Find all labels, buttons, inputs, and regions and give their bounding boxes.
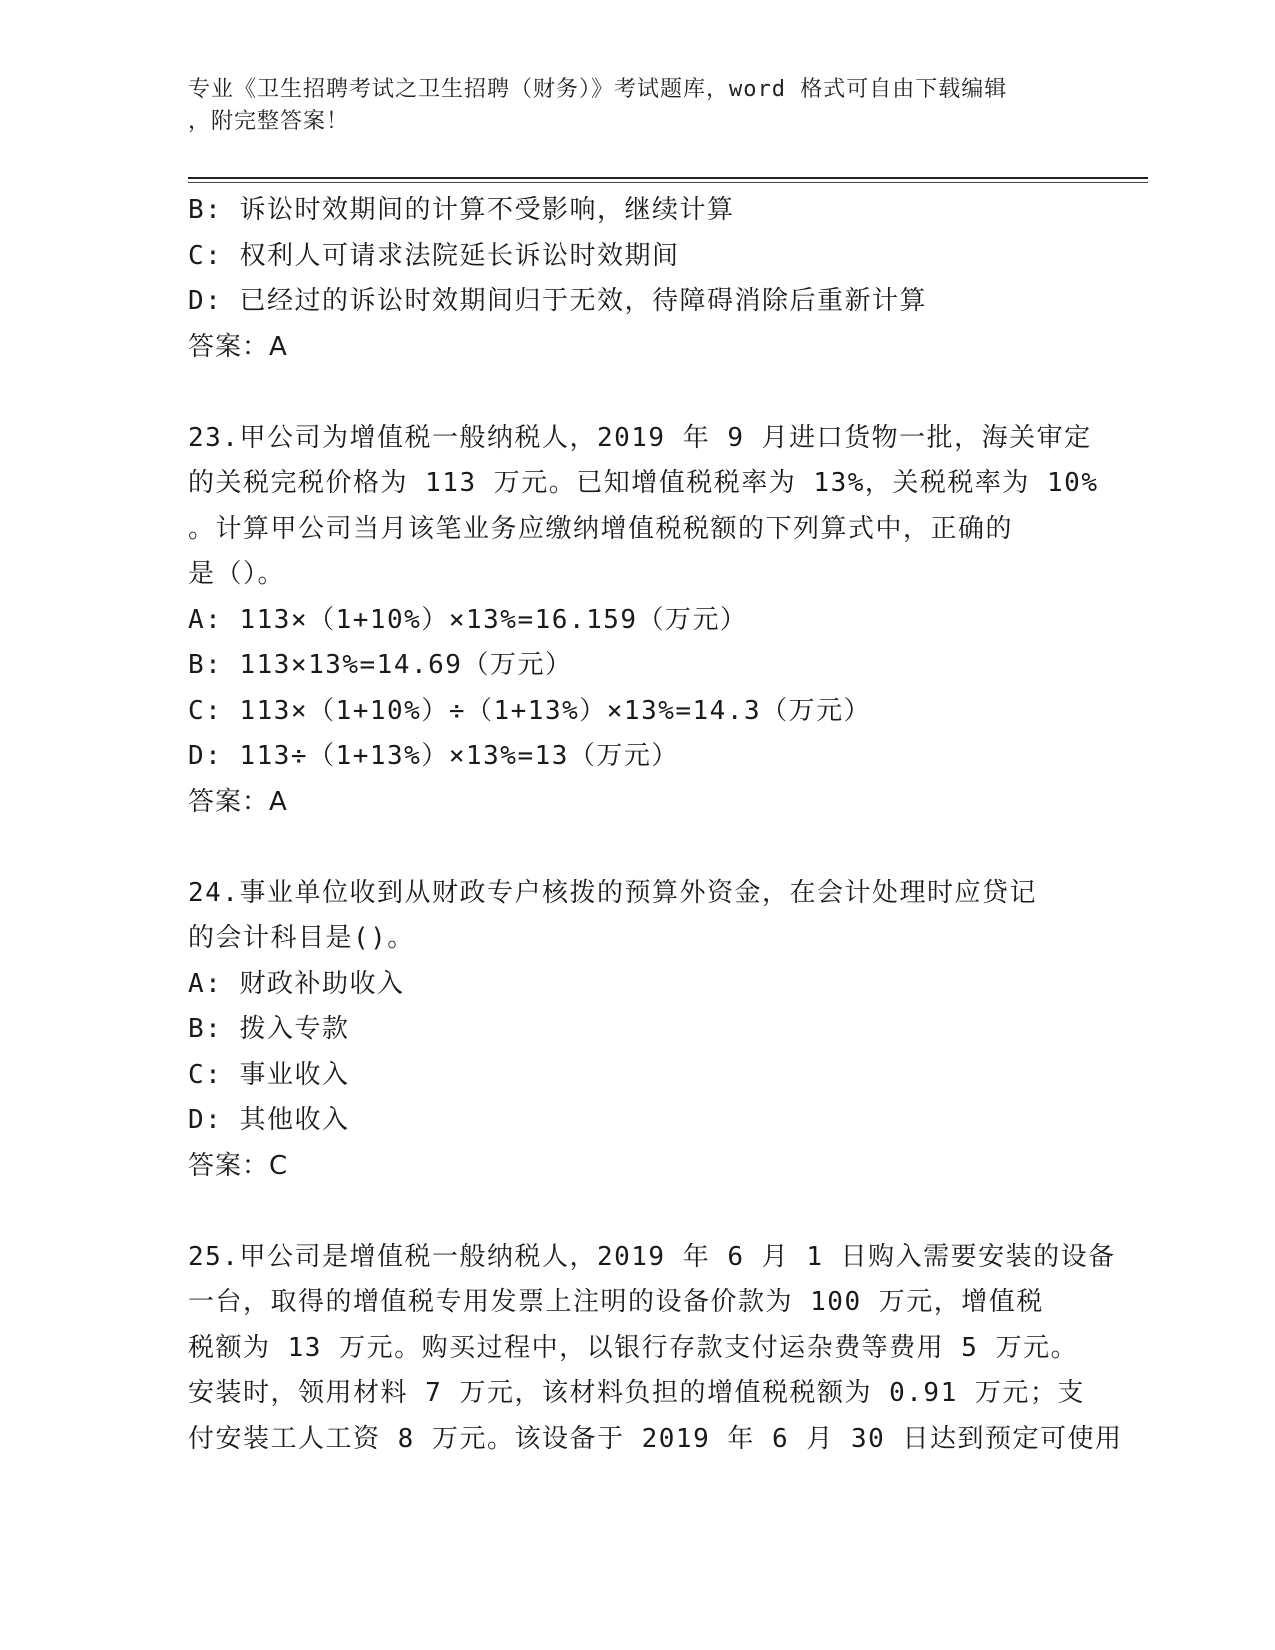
question-stem-line: 的关税完税价格为 113 万元。已知增值税税率为 13%，关税税率为 10% — [188, 468, 1099, 498]
spacer — [188, 1189, 1088, 1235]
option-c: C: 权利人可请求法院延长诉讼时效期间 — [188, 240, 680, 271]
page-header — [188, 74, 1068, 138]
question-22-tail — [188, 188, 1088, 370]
option-b: B: 诉讼时效期间的计算不受影响，继续计算 — [188, 195, 735, 225]
spacer — [188, 825, 1088, 871]
question-stem-line: 是（）。 — [188, 559, 286, 589]
option-b: B: 113×13%=14.69（万元） — [188, 650, 573, 680]
question-stem-line: 24.事业单位收到从财政专户核拨的预算外资金，在会计处理时应贷记 — [188, 877, 1037, 908]
answer-line: 答案：A — [188, 786, 288, 817]
question-content — [188, 188, 1123, 1462]
option-c: C: 事业收入 — [188, 1059, 350, 1090]
question-stem-line: 25.甲公司是增值税一般纳税人，2019 年 6 月 1 日购入需要安装的设备 — [188, 1241, 1116, 1272]
question-stem-line: 23.甲公司为增值税一般纳税人，2019 年 9 月进口货物一批，海关审定 — [188, 422, 1092, 453]
question-stem-line: 的会计科目是()。 — [188, 923, 415, 953]
spacer — [188, 370, 1088, 416]
question-stem-line: 。计算甲公司当月该笔业务应缴纳增值税税额的下列算式中，正确的 — [188, 513, 1014, 544]
question-25 — [188, 1235, 1123, 1463]
question-stem-line: 一台，取得的增值税专用发票上注明的设备价款为 100 万元，增值税 — [188, 1287, 1044, 1317]
option-d: D: 已经过的诉讼时效期间归于无效，待障碍消除后重新计算 — [188, 286, 927, 316]
option-d: D: 其他收入 — [188, 1105, 350, 1135]
option-b: B: 拨入专款 — [188, 1014, 350, 1044]
option-c: C: 113×（1+10%）÷（1+13%）×13%=14.3（万元） — [188, 695, 872, 726]
question-stem-line: 付安装工人工资 8 万元。该设备于 2019 年 6 月 30 日达到预定可使用 — [188, 1423, 1123, 1454]
question-stem-line: 税额为 13 万元。购买过程中，以银行存款支付运杂费等费用 5 万元。 — [188, 1332, 1079, 1363]
header-divider-thick — [188, 177, 1148, 179]
option-a: A: 113×（1+10%）×13%=16.159（万元） — [188, 604, 748, 635]
question-23 — [188, 416, 1099, 826]
answer-line: 答案：C — [188, 1150, 289, 1181]
header-line-1: 专业《卫生招聘考试之卫生招聘（财务）》考试题库，word 格式可自由下载编辑 — [188, 77, 1008, 102]
answer-line: 答案：A — [188, 331, 288, 362]
option-d: D: 113÷（1+13%）×13%=13（万元） — [188, 741, 679, 771]
question-stem-line: 安装时，领用材料 7 万元，该材料负担的增值税税额为 0.91 万元；支 — [188, 1378, 1085, 1408]
option-a: A: 财政补助收入 — [188, 968, 405, 999]
header-line-2: ，附完整答案！ — [188, 109, 350, 134]
header-divider-thin — [188, 182, 1148, 183]
question-24 — [188, 871, 1088, 1190]
